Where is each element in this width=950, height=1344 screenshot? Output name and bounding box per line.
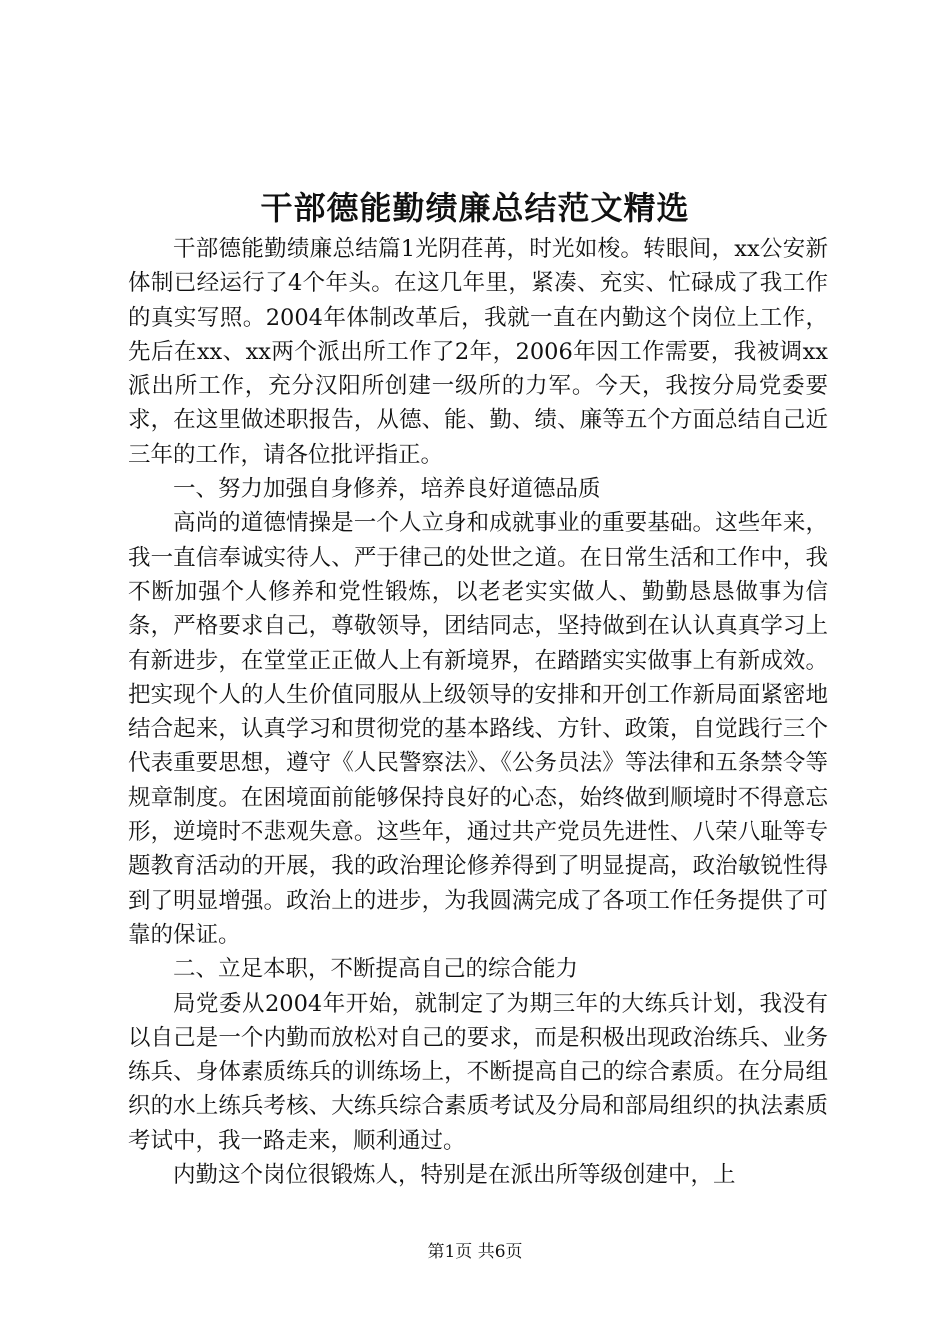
- section-heading-1: 一、努力加强自身修养，培养良好道德品质: [173, 476, 601, 503]
- paragraph-intro: 干部德能勤绩廉总结篇1光阴荏苒，时光如梭。转眼间，xx公安新体制已经运行了4个年头。在这几年里，紧凑、充实、忙碌成了我工作的真实写照。2004年体制改革后，我就一直在内勤这个岗位上工作，先后在xx、xx两个派出所工作了2年，2006年因工作需要，我被调xx派出所工作，充分汉阳所创建一级所的力军。今天，我按分局党委要求，在这里做述职报告，从德、能、勤、绩、廉等五个方面总结自己近三年的工作，请各位批评指正。: [128, 236, 828, 468]
- section-heading-2: 二、立足本职，不断提高自己的综合能力: [173, 956, 579, 983]
- paragraph-training: 局党委从2004年开始，就制定了为期三年的大练兵计划，我没有以自己是一个内勤而放松对自己的要求，而是积极出现政治练兵、业务练兵、身体素质练兵的训练场上，不断提高自己的综合素质。在分局组织的水上练兵考核、大练兵综合素质考试及分局和部局组织的执法素质考试中，我一路走来，顺利通过。: [128, 990, 828, 1154]
- paragraph-morality: 高尚的道德情操是一个人立身和成就事业的重要基础。这些年来，我一直信奉诚实待人、严于律己的处世之道。在日常生活和工作中，我不断加强个人修养和党性锻炼，以老老实实做人、勤勤恳恳做事为信条，严格要求自己，尊敬领导，团结同志，坚持做到在认认真真学习上有新进步，在堂堂正正做人上有新境界，在踏踏实实做事上有新成效。把实现个人的人生价值同服从上级领导的安排和开创工作新局面紧密地结合起来，认真学习和贯彻党的基本路线、方针、政策，自觉践行三个代表重要思想，遵守《人民警察法》、《公务员法》等法律和五条禁令等规章制度。在困境面前能够保持良好的心态，始终做到顺境时不得意忘形，逆境时不悲观失意。这些年，通过共产党员先进性、八荣八耻等专题教育活动的开展，我的政治理论修养得到了明显提高，政治敏锐性得到了明显增强。政治上的进步，为我圆满完成了各项工作任务提供了可靠的保证。: [128, 510, 828, 948]
- document-title: 干部德能勤绩廉总结范文精选: [260, 189, 690, 227]
- paragraph-internal-duty: 内勤这个岗位很锻炼人，特别是在派出所等级创建中，上: [173, 1162, 736, 1189]
- page-number-footer: 第1页 共6页: [427, 1242, 523, 1262]
- document-body: [128, 232, 828, 1192]
